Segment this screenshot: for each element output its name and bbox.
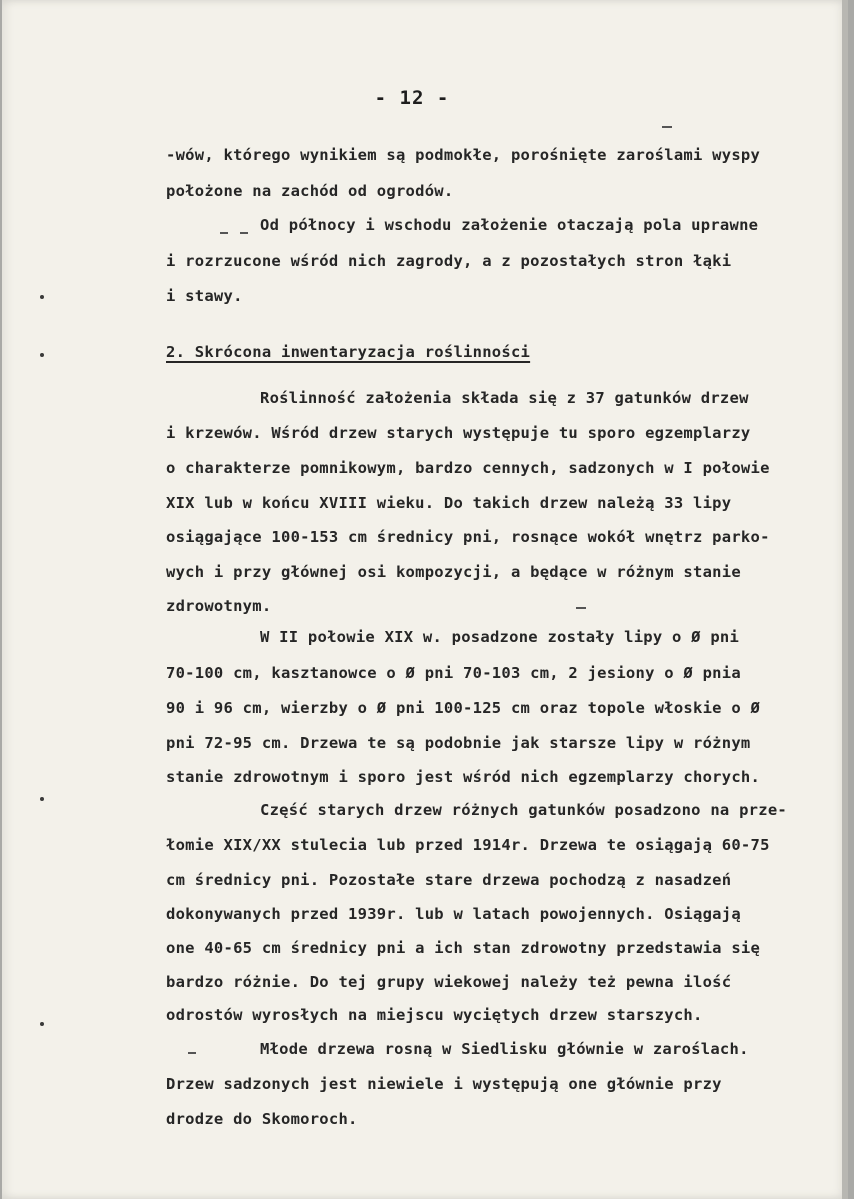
text-line: odrostów wyrosłych na miejscu wyciętych drzew starszych. <box>166 1006 703 1024</box>
text-line: łomie XIX/XX stulecia lub przed 1914r. Drzewa te osiągają 60-75 <box>166 836 770 854</box>
text-line: Drzew sadzonych jest niewiele i występują one głównie przy <box>166 1075 722 1093</box>
text-line: Roślinność założenia składa się z 37 gatunków drzew <box>260 389 749 407</box>
text-line: Od północy i wschodu założenie otaczają pola uprawne <box>260 216 759 234</box>
text-line: zdrowotnym. <box>166 597 272 615</box>
text-line: W II połowie XIX w. posadzone zostały lipy o Ø pni <box>260 628 740 646</box>
stray-mark <box>576 607 586 609</box>
text-line: i stawy. <box>166 287 243 305</box>
punch-mark <box>40 1022 44 1026</box>
text-line: wych i przy głównej osi kompozycji, a będące w różnym stanie <box>166 563 741 581</box>
text-line: 90 i 96 cm, wierzby o Ø pni 100-125 cm oraz topole włoskie o Ø <box>166 699 761 717</box>
text-line: stanie zdrowotnym i sporo jest wśród nich egzemplarzy chorych. <box>166 768 761 786</box>
text-line: położone na zachód od ogrodów. <box>166 182 454 200</box>
stray-mark <box>240 232 248 234</box>
punch-mark <box>40 295 44 299</box>
punch-mark <box>40 797 44 801</box>
text-line: 70-100 cm, kasztanowce o Ø pni 70-103 cm, 2 jesiony o Ø pnia <box>166 664 741 682</box>
text-line: i krzewów. Wśród drzew starych występuje tu sporo egzemplarzy <box>166 424 751 442</box>
text-line: pni 72-95 cm. Drzewa te są podobnie jak starsze lipy w różnym <box>166 734 751 752</box>
text-line: bardzo różnie. Do tej grupy wiekowej należy też pewna ilość <box>166 973 732 991</box>
text-line: -wów, którego wynikiem są podmokłe, porośnięte zaroślami wyspy <box>166 146 761 164</box>
text-line: Młode drzewa rosną w Siedlisku głównie w zaroślach. <box>260 1040 749 1058</box>
text-line: drodze do Skomoroch. <box>166 1110 358 1128</box>
stray-mark <box>662 126 672 128</box>
text-line: o charakterze pomnikowym, bardzo cennych, sadzonych w I połowie <box>166 459 770 477</box>
stray-mark <box>220 232 228 234</box>
text-line: osiągające 100-153 cm średnicy pni, rosnące wokół wnętrz parko- <box>166 528 770 546</box>
page-number: - 12 - <box>374 87 450 109</box>
punch-mark <box>40 353 44 357</box>
text-line: XIX lub w końcu XVIII wieku. Do takich drzew należą 33 lipy <box>166 494 732 512</box>
text-line: i rozrzucone wśród nich zagrody, a z pozostałych stron łąki <box>166 252 732 270</box>
page-edge-shadow <box>842 0 848 1199</box>
text-line: cm średnicy pni. Pozostałe stare drzewa pochodzą z nasadzeń <box>166 871 732 889</box>
text-line: Część starych drzew różnych gatunków posadzono na prze- <box>260 801 787 819</box>
stray-mark <box>188 1052 196 1054</box>
section-heading: 2. Skrócona inwentaryzacja roślinności <box>166 343 531 361</box>
text-line: one 40-65 cm średnicy pni a ich stan zdrowotny przedstawia się <box>166 939 761 957</box>
document-page <box>2 0 848 1199</box>
text-line: dokonywanych przed 1939r. lub w latach powojennych. Osiągają <box>166 905 741 923</box>
